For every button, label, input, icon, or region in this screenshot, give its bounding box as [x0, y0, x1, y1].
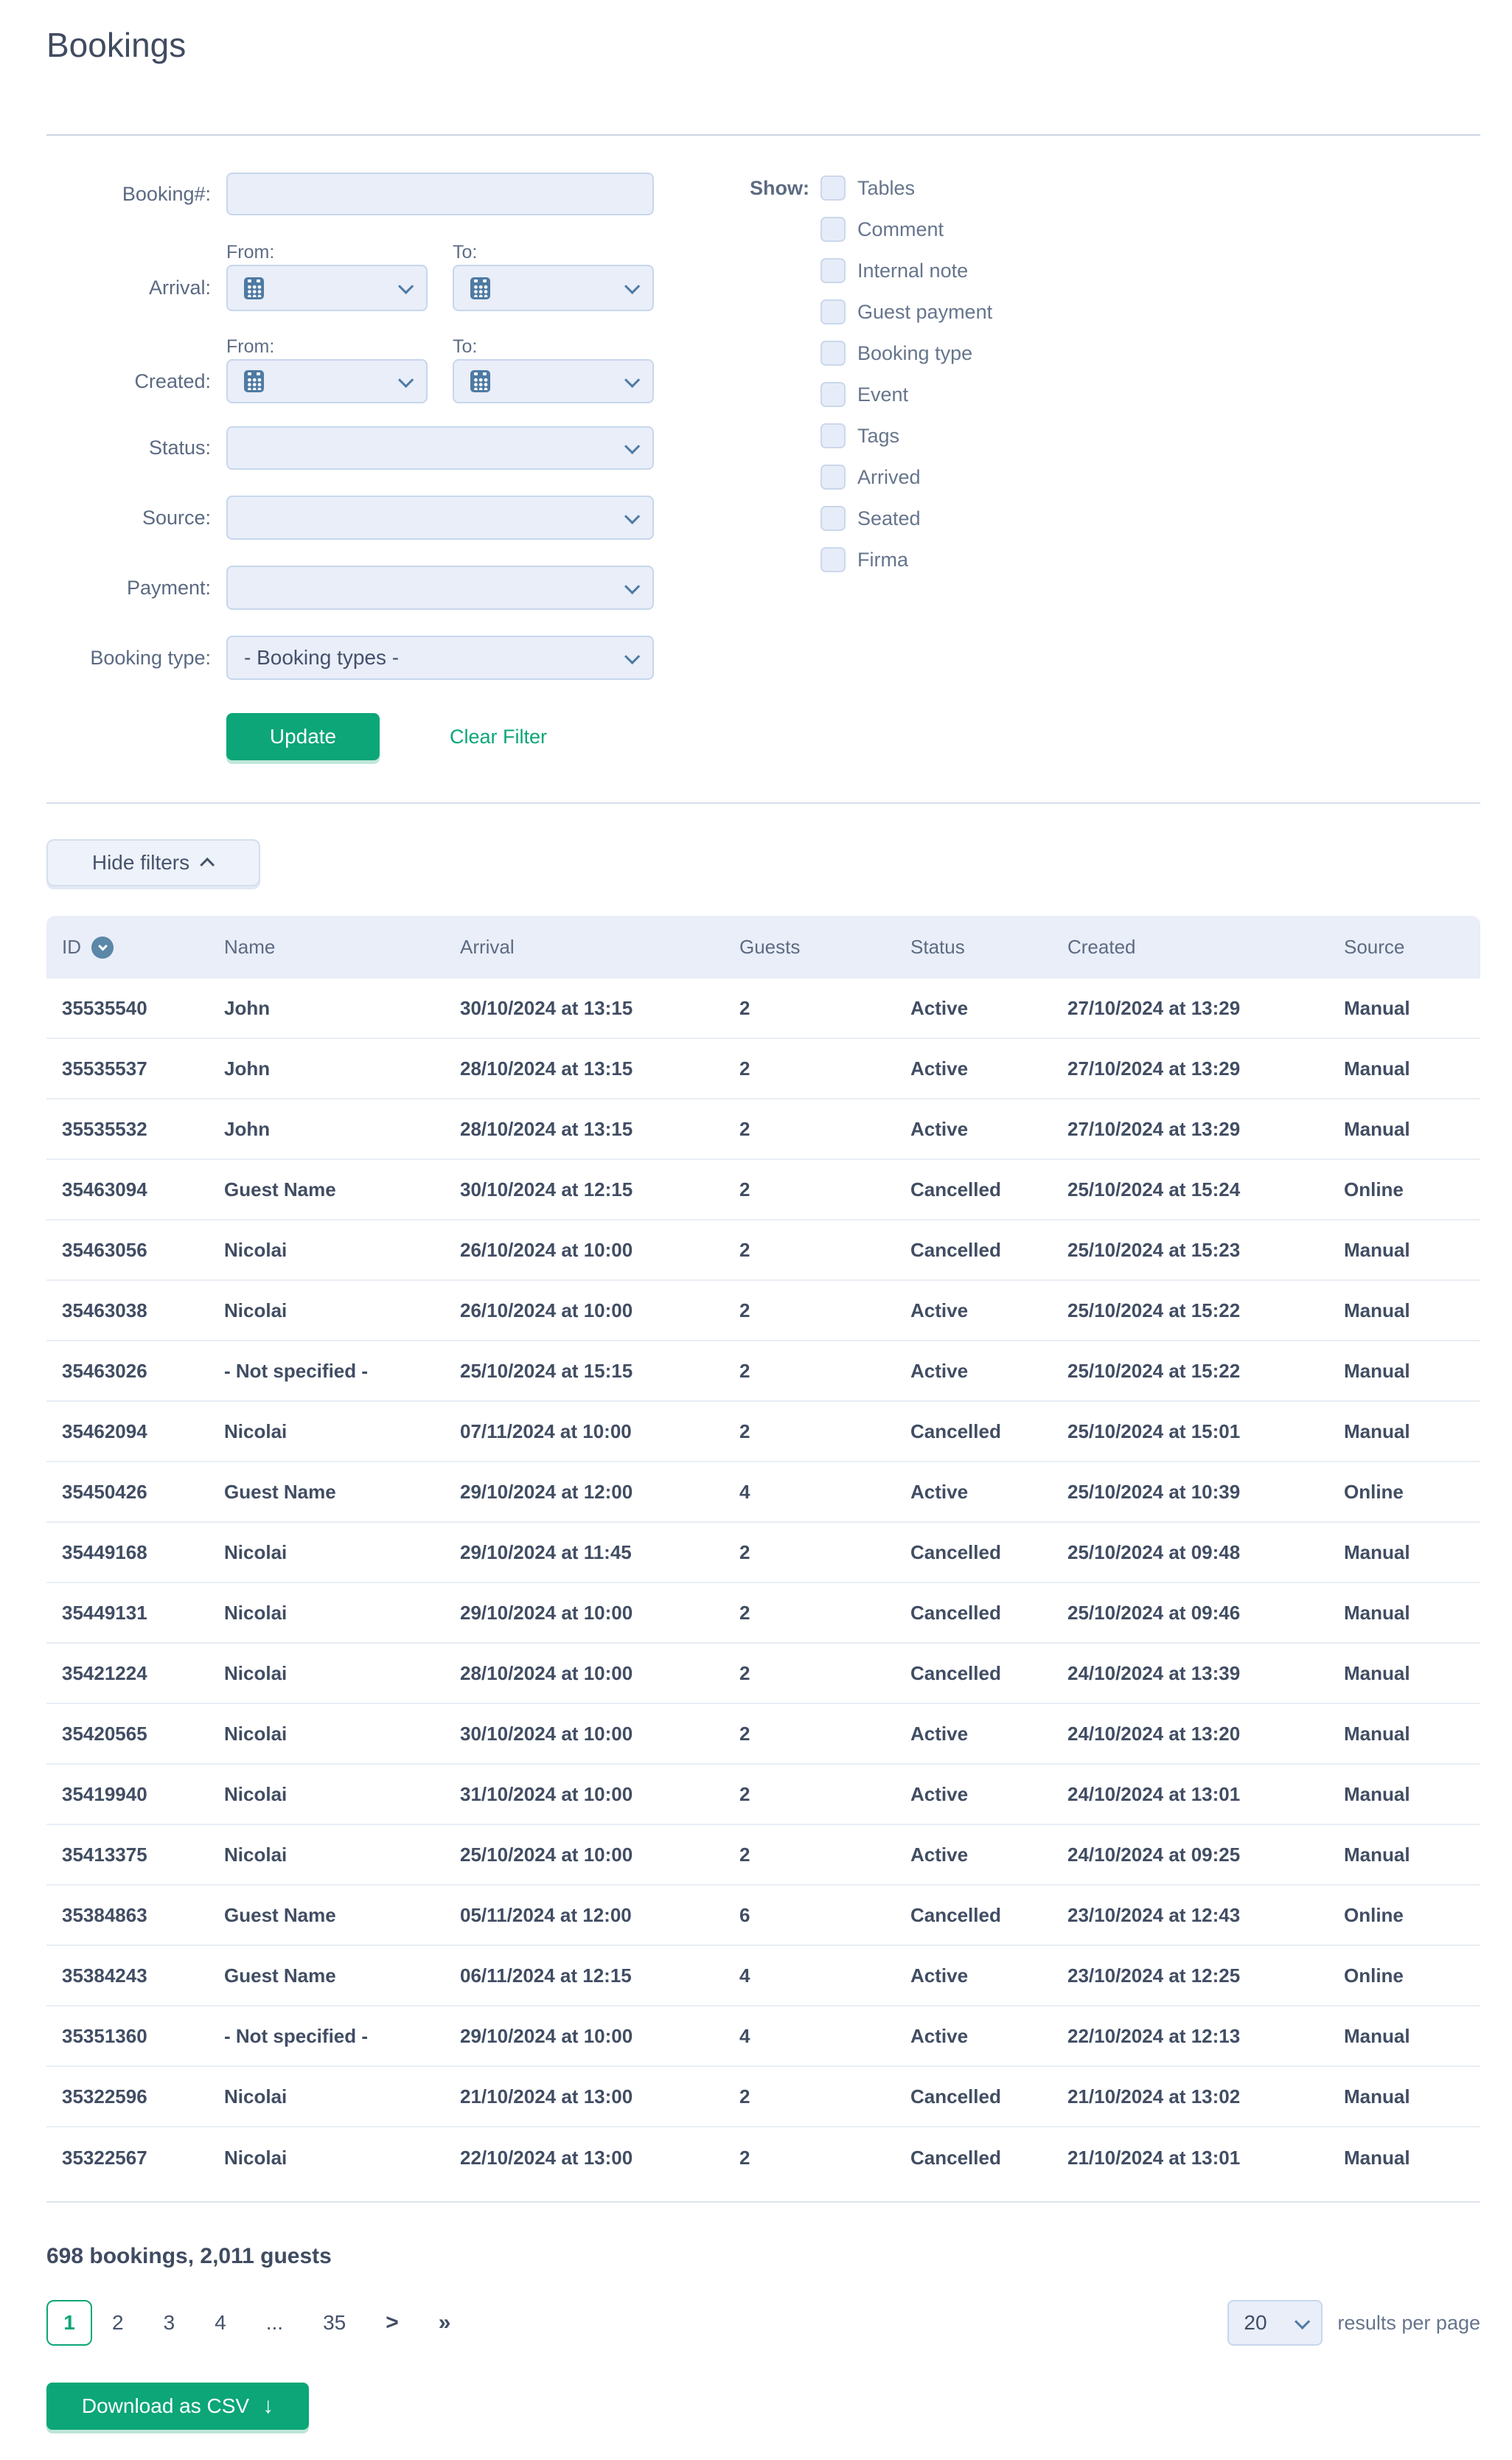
- cell-status: Active: [910, 996, 969, 1019]
- update-button[interactable]: Update: [226, 713, 380, 760]
- cell-source: Manual: [1344, 1782, 1410, 1805]
- cell-status: Active: [910, 1782, 969, 1805]
- cell-id: 35449168: [62, 1540, 147, 1563]
- summary-text: 698 bookings, 2,011 guests: [46, 2201, 1480, 2269]
- cell-created: 27/10/2024 at 13:29: [1067, 1057, 1241, 1080]
- cell-created: 25/10/2024 at 09:46: [1067, 1601, 1241, 1624]
- cell-status: Active: [910, 1117, 969, 1140]
- cell-created: 25/10/2024 at 15:22: [1067, 1299, 1241, 1321]
- cell-id: 35462094: [62, 1420, 147, 1442]
- cell-arrival: 30/10/2024 at 12:15: [460, 1178, 633, 1201]
- cell-arrival: 29/10/2024 at 11:45: [460, 1540, 632, 1563]
- cell-arrival: 25/10/2024 at 15:15: [460, 1359, 633, 1382]
- cell-arrival: 28/10/2024 at 13:15: [460, 1117, 633, 1140]
- cell-source: Manual: [1344, 2146, 1410, 2169]
- cell-status: Cancelled: [910, 1601, 1001, 1624]
- cell-source: Manual: [1344, 996, 1410, 1019]
- cell-id: 35413375: [62, 1843, 147, 1866]
- cell-arrival: 22/10/2024 at 13:00: [460, 2146, 633, 2169]
- column-header-arrival[interactable]: Arrival: [460, 936, 515, 958]
- cell-name: Nicolai: [224, 1238, 288, 1261]
- filter-panel: [46, 134, 1480, 804]
- table-row[interactable]: [46, 1160, 1480, 1220]
- calendar-icon: [244, 277, 264, 299]
- page-item[interactable]: 35: [323, 2311, 346, 2334]
- cell-status: Cancelled: [910, 1540, 1001, 1563]
- table-row[interactable]: [46, 1704, 1480, 1765]
- cell-source: Manual: [1344, 1661, 1410, 1684]
- checkbox-label: Internal note: [857, 259, 969, 282]
- cell-created: 27/10/2024 at 13:29: [1067, 996, 1241, 1019]
- payment-select[interactable]: [226, 566, 654, 610]
- column-header-id[interactable]: [62, 936, 224, 959]
- cell-guests: 2: [739, 1722, 750, 1745]
- cell-name: Nicolai: [224, 1601, 288, 1624]
- table-row[interactable]: [46, 1523, 1480, 1583]
- cell-guests: 2: [739, 1661, 750, 1684]
- checkbox-label: Guest payment: [857, 300, 993, 323]
- column-header-source[interactable]: Source: [1344, 936, 1405, 958]
- checkbox-label: Arrived: [857, 465, 921, 488]
- last-page-button[interactable]: »: [438, 2310, 451, 2335]
- cell-status: Cancelled: [910, 1661, 1001, 1684]
- page-item[interactable]: 3: [163, 2311, 175, 2334]
- per-page-value: 20: [1244, 2311, 1267, 2334]
- status-select[interactable]: [226, 426, 654, 470]
- per-page-control: [1227, 2300, 1480, 2346]
- cell-status: Cancelled: [910, 2085, 1001, 2108]
- pagination-pages: [46, 2300, 470, 2346]
- created-from-select[interactable]: [226, 359, 428, 403]
- cell-source: Manual: [1344, 1722, 1410, 1745]
- next-page-button[interactable]: >: [386, 2310, 399, 2335]
- chevron-down-icon: [624, 508, 640, 524]
- source-label: Source:: [142, 507, 211, 529]
- checkbox-label: Tags: [857, 424, 900, 447]
- download-arrow-icon: ↓: [262, 2394, 274, 2418]
- checkbox-label: Event: [857, 383, 909, 406]
- cell-created: 24/10/2024 at 09:25: [1067, 1843, 1241, 1866]
- booking-type-select[interactable]: [226, 636, 654, 680]
- created-to-label: To:: [453, 336, 478, 357]
- cell-arrival: 29/10/2024 at 10:00: [460, 1601, 633, 1624]
- checkbox[interactable]: [821, 299, 846, 324]
- cell-guests: 2: [739, 2085, 750, 2108]
- booking-type-label: Booking type:: [90, 647, 211, 669]
- cell-arrival: 31/10/2024 at 10:00: [460, 1782, 633, 1805]
- cell-created: 23/10/2024 at 12:43: [1067, 1903, 1241, 1926]
- table-row[interactable]: [46, 1765, 1480, 1825]
- cell-name: Nicolai: [224, 1420, 288, 1442]
- cell-name: John: [224, 1057, 271, 1080]
- chevron-down-icon: [624, 279, 640, 294]
- cell-created: 24/10/2024 at 13:01: [1067, 1782, 1241, 1805]
- show-label: Show:: [750, 177, 809, 199]
- checkbox[interactable]: [821, 465, 846, 490]
- show-option[interactable]: [821, 176, 1381, 201]
- cell-arrival: 28/10/2024 at 10:00: [460, 1661, 633, 1684]
- cell-guests: 2: [739, 1057, 750, 1080]
- download-csv-button[interactable]: [46, 2383, 309, 2430]
- cell-source: Manual: [1344, 1359, 1410, 1382]
- page-current[interactable]: 1: [46, 2300, 92, 2346]
- cell-created: 25/10/2024 at 15:23: [1067, 1238, 1241, 1261]
- cell-name: Nicolai: [224, 2085, 288, 2108]
- page-title: Bookings: [46, 26, 187, 64]
- cell-source: Manual: [1344, 1843, 1410, 1866]
- clear-filter-link[interactable]: Clear Filter: [450, 725, 548, 748]
- table-row[interactable]: [46, 1886, 1480, 1946]
- cell-arrival: 26/10/2024 at 10:00: [460, 1299, 633, 1321]
- cell-source: Manual: [1344, 1299, 1410, 1321]
- cell-status: Cancelled: [910, 1178, 1001, 1201]
- page-item[interactable]: 2: [112, 2311, 124, 2334]
- cell-status: Active: [910, 1480, 969, 1503]
- chevron-down-icon: [398, 372, 414, 387]
- chevron-down-icon: [1295, 2313, 1310, 2329]
- hide-filters-button[interactable]: [46, 839, 260, 886]
- cell-guests: 4: [739, 1964, 750, 1987]
- cell-arrival: 07/11/2024 at 10:00: [460, 1420, 632, 1442]
- table-row[interactable]: [46, 1039, 1480, 1099]
- cell-status: Active: [910, 1722, 969, 1745]
- checkbox-label: Comment: [857, 218, 944, 240]
- cell-name: Guest Name: [224, 1903, 336, 1926]
- checkbox[interactable]: [821, 382, 846, 407]
- cell-name: Guest Name: [224, 1480, 336, 1503]
- cell-name: Nicolai: [224, 1782, 288, 1805]
- cell-created: 25/10/2024 at 09:48: [1067, 1540, 1241, 1563]
- cell-created: 24/10/2024 at 13:20: [1067, 1722, 1241, 1745]
- show-option[interactable]: [821, 299, 1381, 324]
- checkbox[interactable]: [821, 506, 846, 531]
- table-row[interactable]: [46, 1099, 1480, 1160]
- cell-guests: 2: [739, 1238, 750, 1261]
- table-row[interactable]: [46, 1462, 1480, 1523]
- cell-id: 35449131: [62, 1601, 147, 1624]
- hide-filters-label: Hide filters: [91, 851, 190, 874]
- arrival-from-select[interactable]: [226, 265, 428, 311]
- table-row[interactable]: [46, 2006, 1480, 2067]
- cell-guests: 2: [739, 1178, 750, 1201]
- cell-source: Online: [1344, 1964, 1404, 1987]
- cell-name: Nicolai: [224, 2146, 288, 2169]
- booking-number-input[interactable]: [226, 173, 654, 215]
- bookings-table: [46, 916, 1480, 2188]
- cell-guests: 2: [739, 2146, 750, 2169]
- checkbox[interactable]: [821, 217, 846, 242]
- pagination: [46, 2300, 1480, 2346]
- cell-source: Online: [1344, 1178, 1404, 1201]
- cell-guests: 2: [739, 1359, 750, 1382]
- cell-name: Nicolai: [224, 1843, 288, 1866]
- cell-status: Active: [910, 1964, 969, 1987]
- cell-id: 35535540: [62, 996, 147, 1019]
- cell-arrival: 30/10/2024 at 13:15: [460, 996, 633, 1019]
- payment-label: Payment:: [126, 577, 211, 599]
- cell-arrival: 29/10/2024 at 10:00: [460, 2024, 633, 2047]
- calendar-icon: [470, 277, 490, 299]
- cell-arrival: 05/11/2024 at 12:00: [460, 1903, 632, 1926]
- cell-id: 35322567: [62, 2146, 147, 2169]
- cell-source: Manual: [1344, 1057, 1410, 1080]
- show-option[interactable]: [821, 217, 1381, 242]
- cell-id: 35535532: [62, 1117, 147, 1140]
- cell-id: 35463026: [62, 1359, 147, 1382]
- cell-created: 23/10/2024 at 12:25: [1067, 1964, 1241, 1987]
- cell-name: Nicolai: [224, 1299, 288, 1321]
- cell-status: Cancelled: [910, 1903, 1001, 1926]
- checkbox-label: Seated: [857, 507, 921, 529]
- table-row[interactable]: [46, 1341, 1480, 1402]
- cell-status: Active: [910, 2024, 969, 2047]
- cell-name: John: [224, 1117, 271, 1140]
- chevron-down-icon: [624, 648, 640, 664]
- created-to-select[interactable]: [453, 359, 654, 403]
- cell-name: Nicolai: [224, 1540, 288, 1563]
- cell-guests: 2: [739, 1782, 750, 1805]
- source-select[interactable]: [226, 496, 654, 540]
- show-option[interactable]: [821, 547, 1381, 572]
- page-item[interactable]: 4: [215, 2311, 226, 2334]
- cell-arrival: 30/10/2024 at 10:00: [460, 1722, 633, 1745]
- cell-name: - Not specified -: [224, 1359, 369, 1382]
- table-row[interactable]: [46, 2127, 1480, 2188]
- cell-guests: 4: [739, 1480, 750, 1503]
- cell-guests: 2: [739, 1299, 750, 1321]
- chevron-down-icon: [624, 578, 640, 594]
- cell-status: Active: [910, 1843, 969, 1866]
- cell-guests: 2: [739, 996, 750, 1019]
- created-label: Created:: [134, 370, 211, 392]
- table-row[interactable]: [46, 1644, 1480, 1704]
- per-page-select[interactable]: [1227, 2300, 1323, 2346]
- cell-status: Cancelled: [910, 1238, 1001, 1261]
- checkbox-label: Tables: [857, 176, 916, 199]
- cell-created: 24/10/2024 at 13:39: [1067, 1661, 1241, 1684]
- cell-arrival: 06/11/2024 at 12:15: [460, 1964, 632, 1987]
- cell-id: 35322596: [62, 2085, 147, 2108]
- show-option[interactable]: [821, 341, 1381, 366]
- cell-created: 21/10/2024 at 13:01: [1067, 2146, 1241, 2169]
- chevron-up-icon: [200, 858, 215, 872]
- cell-status: Active: [910, 1057, 969, 1080]
- cell-guests: 2: [739, 1540, 750, 1563]
- show-option[interactable]: [821, 465, 1381, 490]
- cell-source: Manual: [1344, 1238, 1410, 1261]
- cell-status: Active: [910, 1359, 969, 1382]
- chevron-down-icon: [624, 372, 640, 387]
- cell-id: 35421224: [62, 1661, 147, 1684]
- table-row[interactable]: [46, 1220, 1480, 1281]
- checkbox-label: Booking type: [857, 341, 973, 364]
- cell-guests: 4: [739, 2024, 750, 2047]
- bookings-page: [0, 25, 1512, 2456]
- cell-arrival: 21/10/2024 at 13:00: [460, 2085, 633, 2108]
- cell-id: 35450426: [62, 1480, 147, 1503]
- show-options: [821, 176, 1381, 588]
- show-option[interactable]: [821, 423, 1381, 448]
- cell-created: 25/10/2024 at 15:22: [1067, 1359, 1241, 1382]
- table-header: [46, 916, 1480, 979]
- cell-source: Manual: [1344, 2024, 1410, 2047]
- created-from-label: From:: [226, 336, 275, 357]
- column-header-guests[interactable]: Guests: [739, 936, 801, 958]
- cell-status: Cancelled: [910, 1420, 1001, 1442]
- checkbox-label: Firma: [857, 548, 908, 571]
- column-header-created[interactable]: Created: [1067, 936, 1136, 958]
- cell-created: 22/10/2024 at 12:13: [1067, 2024, 1241, 2047]
- calendar-icon: [244, 370, 264, 392]
- cell-arrival: 25/10/2024 at 10:00: [460, 1843, 633, 1866]
- checkbox[interactable]: [821, 176, 846, 201]
- cell-id: 35463056: [62, 1238, 147, 1261]
- cell-name: Nicolai: [224, 1661, 288, 1684]
- cell-guests: 6: [739, 1903, 750, 1926]
- cell-id: 35463038: [62, 1299, 147, 1321]
- cell-source: Manual: [1344, 1420, 1410, 1442]
- cell-name: Guest Name: [224, 1964, 336, 1987]
- cell-name: - Not specified -: [224, 2024, 369, 2047]
- table-row[interactable]: [46, 1825, 1480, 1886]
- table-row[interactable]: [46, 1946, 1480, 2006]
- table-row[interactable]: [46, 1583, 1480, 1644]
- cell-name: Nicolai: [224, 1722, 288, 1745]
- status-label: Status:: [148, 437, 211, 459]
- checkbox[interactable]: [821, 341, 846, 366]
- page-item[interactable]: ...: [265, 2311, 284, 2334]
- cell-arrival: 26/10/2024 at 10:00: [460, 1238, 633, 1261]
- arrival-from-label: From:: [226, 242, 275, 263]
- cell-id: 35419940: [62, 1782, 147, 1805]
- cell-name: Guest Name: [224, 1178, 336, 1201]
- cell-id: 35351360: [62, 2024, 147, 2047]
- arrival-to-select[interactable]: [453, 265, 654, 311]
- cell-guests: 2: [739, 1601, 750, 1624]
- table-row[interactable]: [46, 1281, 1480, 1341]
- cell-created: 25/10/2024 at 15:01: [1067, 1420, 1241, 1442]
- column-header-status[interactable]: Status: [910, 936, 965, 958]
- cell-arrival: 28/10/2024 at 13:15: [460, 1057, 633, 1080]
- cell-guests: 2: [739, 1843, 750, 1866]
- arrival-to-label: To:: [453, 242, 478, 263]
- cell-created: 27/10/2024 at 13:29: [1067, 1117, 1241, 1140]
- checkbox[interactable]: [821, 423, 846, 448]
- cell-source: Online: [1344, 1480, 1404, 1503]
- cell-source: Manual: [1344, 1117, 1410, 1140]
- cell-id: 35535537: [62, 1057, 147, 1080]
- column-header-name[interactable]: Name: [224, 936, 276, 958]
- booking-type-value: - Booking types -: [244, 646, 400, 669]
- table-body: [46, 979, 1480, 2188]
- cell-id: 35463094: [62, 1178, 147, 1201]
- cell-created: 21/10/2024 at 13:02: [1067, 2085, 1241, 2108]
- cell-id: 35420565: [62, 1722, 147, 1745]
- column-label: ID: [62, 936, 81, 958]
- show-option[interactable]: [821, 506, 1381, 531]
- per-page-label: results per page: [1337, 2311, 1480, 2334]
- table-row[interactable]: [46, 979, 1480, 1039]
- checkbox[interactable]: [821, 258, 846, 283]
- cell-arrival: 29/10/2024 at 12:00: [460, 1480, 633, 1503]
- chevron-down-icon: [624, 439, 640, 454]
- sort-icon[interactable]: [91, 937, 114, 959]
- calendar-icon: [470, 370, 490, 392]
- show-option[interactable]: [821, 258, 1381, 283]
- cell-id: 35384863: [62, 1903, 147, 1926]
- cell-source: Online: [1344, 1903, 1404, 1926]
- table-row[interactable]: [46, 1402, 1480, 1462]
- cell-created: 25/10/2024 at 10:39: [1067, 1480, 1241, 1503]
- cell-guests: 2: [739, 1117, 750, 1140]
- arrival-label: Arrival:: [148, 277, 211, 299]
- cell-status: Cancelled: [910, 2146, 1001, 2169]
- cell-id: 35384243: [62, 1964, 147, 1987]
- cell-status: Active: [910, 1299, 969, 1321]
- show-option[interactable]: [821, 382, 1381, 407]
- download-csv-label: Download as CSV: [81, 2394, 250, 2417]
- booking-number-label: Booking#:: [122, 183, 211, 205]
- checkbox[interactable]: [821, 547, 846, 572]
- cell-source: Manual: [1344, 1601, 1410, 1624]
- cell-source: Manual: [1344, 1540, 1410, 1563]
- cell-name: John: [224, 996, 271, 1019]
- cell-created: 25/10/2024 at 15:24: [1067, 1178, 1241, 1201]
- chevron-down-icon: [398, 279, 414, 294]
- cell-guests: 2: [739, 1420, 750, 1442]
- cell-source: Manual: [1344, 2085, 1410, 2108]
- table-row[interactable]: [46, 2067, 1480, 2127]
